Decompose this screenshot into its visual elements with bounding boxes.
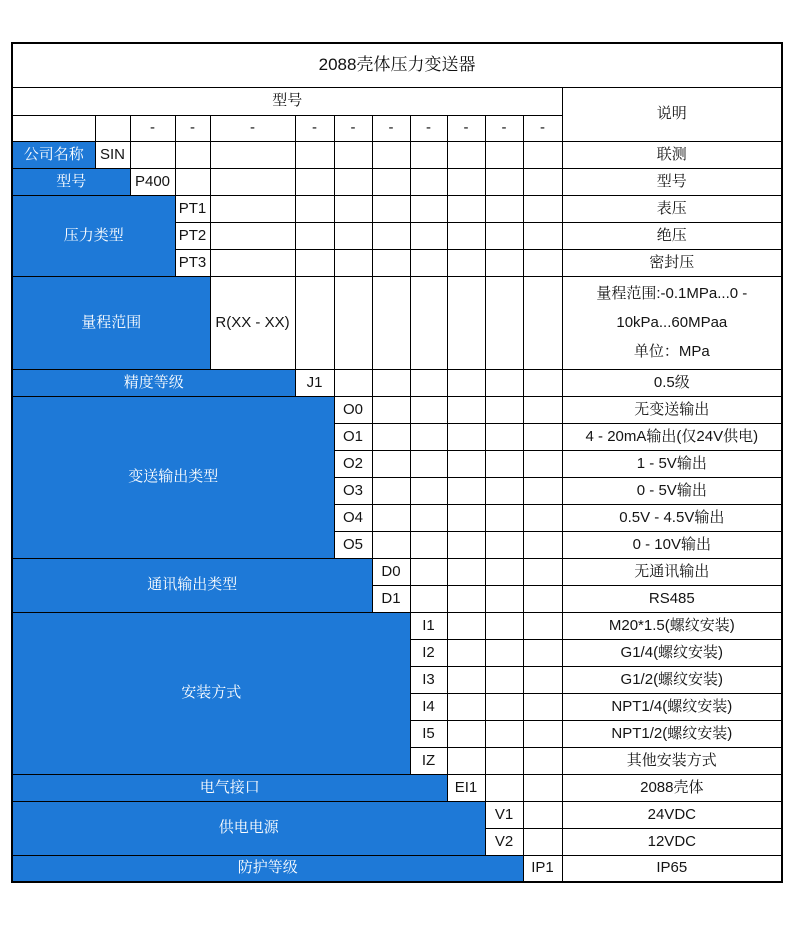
empty-cell <box>410 141 447 168</box>
code-cell: O0 <box>334 396 372 423</box>
empty-cell <box>372 195 410 222</box>
code-cell: I3 <box>410 666 447 693</box>
empty-cell <box>523 423 562 450</box>
empty-cell <box>447 477 485 504</box>
empty-cell <box>447 141 485 168</box>
empty-cell <box>410 276 447 369</box>
empty-cell <box>523 195 562 222</box>
table-row <box>12 195 782 222</box>
empty-cell <box>95 115 130 141</box>
empty-cell <box>12 115 95 141</box>
empty-cell <box>210 249 295 276</box>
empty-cell <box>485 450 523 477</box>
empty-cell <box>523 774 562 801</box>
empty-cell <box>410 195 447 222</box>
code-cell: EI1 <box>447 774 485 801</box>
separator-cell: - <box>130 115 175 141</box>
empty-cell <box>523 141 562 168</box>
code-cell: D0 <box>372 558 410 585</box>
empty-cell <box>447 612 485 639</box>
empty-cell <box>447 585 485 612</box>
desc-cell: 2088壳体 <box>562 774 782 801</box>
code-cell: V2 <box>485 828 523 855</box>
empty-cell <box>410 531 447 558</box>
empty-cell <box>410 222 447 249</box>
group-label-pressure-type: 压力类型 <box>12 195 175 276</box>
table-row <box>12 612 782 639</box>
empty-cell <box>447 423 485 450</box>
code-cell: O2 <box>334 450 372 477</box>
empty-cell <box>372 222 410 249</box>
desc-cell: RS485 <box>562 585 782 612</box>
code-cell: I4 <box>410 693 447 720</box>
empty-cell <box>485 558 523 585</box>
empty-cell <box>447 168 485 195</box>
group-label-installation: 安装方式 <box>12 612 410 774</box>
code-cell: O1 <box>334 423 372 450</box>
empty-cell <box>334 168 372 195</box>
desc-cell: 无通讯输出 <box>562 558 782 585</box>
desc-cell: G1/2(螺纹安装) <box>562 666 782 693</box>
group-label-comm-output: 通讯输出类型 <box>12 558 372 612</box>
empty-cell <box>410 504 447 531</box>
code-cell: O4 <box>334 504 372 531</box>
desc-cell: 绝压 <box>562 222 782 249</box>
empty-cell <box>447 222 485 249</box>
desc-cell: 密封压 <box>562 249 782 276</box>
range-desc-line: 量程范围:-0.1MPa...0 - <box>596 285 748 302</box>
empty-cell <box>372 141 410 168</box>
separator-cell: - <box>210 115 295 141</box>
group-label-power-supply: 供电电源 <box>12 801 485 855</box>
empty-cell <box>485 369 523 396</box>
table-row <box>12 855 782 882</box>
desc-cell: NPT1/2(螺纹安装) <box>562 720 782 747</box>
empty-cell <box>130 141 175 168</box>
empty-cell <box>334 195 372 222</box>
separator-cell: - <box>410 115 447 141</box>
code-cell: I5 <box>410 720 447 747</box>
empty-cell <box>485 531 523 558</box>
empty-cell <box>295 222 334 249</box>
desc-cell: 表压 <box>562 195 782 222</box>
code-cell: J1 <box>295 369 334 396</box>
empty-cell <box>410 477 447 504</box>
desc-cell: 0 - 10V输出 <box>562 531 782 558</box>
separator-cell: - <box>372 115 410 141</box>
empty-cell <box>447 249 485 276</box>
group-label-model: 型号 <box>12 168 130 195</box>
empty-cell <box>334 141 372 168</box>
desc-cell: G1/4(螺纹安装) <box>562 639 782 666</box>
empty-cell <box>372 249 410 276</box>
empty-cell <box>410 585 447 612</box>
code-cell: PT3 <box>175 249 210 276</box>
empty-cell <box>485 774 523 801</box>
empty-cell <box>175 141 210 168</box>
empty-cell <box>523 558 562 585</box>
empty-cell <box>410 396 447 423</box>
empty-cell <box>295 249 334 276</box>
desc-cell: 1 - 5V输出 <box>562 450 782 477</box>
separator-cell: - <box>334 115 372 141</box>
empty-cell <box>210 141 295 168</box>
empty-cell <box>447 693 485 720</box>
empty-cell <box>334 222 372 249</box>
header-row <box>12 87 782 115</box>
empty-cell <box>372 369 410 396</box>
range-desc-line: 单位：MPa <box>633 343 710 360</box>
code-cell: P400 <box>130 168 175 195</box>
desc-cell: NPT1/4(螺纹安装) <box>562 693 782 720</box>
code-cell: O5 <box>334 531 372 558</box>
empty-cell <box>485 693 523 720</box>
desc-cell: 0.5V - 4.5V输出 <box>562 504 782 531</box>
empty-cell <box>523 450 562 477</box>
empty-cell <box>523 222 562 249</box>
group-label-transmit-output: 变送输出类型 <box>12 396 334 558</box>
empty-cell <box>175 168 210 195</box>
empty-cell <box>523 612 562 639</box>
empty-cell <box>523 585 562 612</box>
separator-cell: - <box>447 115 485 141</box>
table-row <box>12 396 782 423</box>
empty-cell <box>447 195 485 222</box>
empty-cell <box>372 477 410 504</box>
separator-cell: - <box>295 115 334 141</box>
empty-cell <box>523 168 562 195</box>
empty-cell <box>295 141 334 168</box>
code-cell: V1 <box>485 801 523 828</box>
code-cell: SIN <box>95 141 130 168</box>
desc-cell: IP65 <box>562 855 782 882</box>
empty-cell <box>523 477 562 504</box>
empty-cell <box>523 828 562 855</box>
desc-cell <box>562 276 782 369</box>
empty-cell <box>210 222 295 249</box>
code-cell: D1 <box>372 585 410 612</box>
code-cell: O3 <box>334 477 372 504</box>
empty-cell <box>210 168 295 195</box>
empty-cell <box>485 504 523 531</box>
code-cell: PT1 <box>175 195 210 222</box>
desc-cell: 12VDC <box>562 828 782 855</box>
empty-cell <box>485 585 523 612</box>
empty-cell <box>334 249 372 276</box>
empty-cell <box>447 666 485 693</box>
code-cell: PT2 <box>175 222 210 249</box>
empty-cell <box>523 369 562 396</box>
empty-cell <box>410 423 447 450</box>
code-cell: I1 <box>410 612 447 639</box>
group-label-company: 公司名称 <box>12 141 95 168</box>
empty-cell <box>485 195 523 222</box>
empty-cell <box>447 720 485 747</box>
table-row <box>12 276 782 369</box>
code-cell: IZ <box>410 747 447 774</box>
empty-cell <box>410 558 447 585</box>
empty-cell <box>372 450 410 477</box>
desc-cell: 24VDC <box>562 801 782 828</box>
code-cell: I2 <box>410 639 447 666</box>
separator-cell: - <box>523 115 562 141</box>
table-row <box>12 801 782 828</box>
empty-cell <box>372 531 410 558</box>
empty-cell <box>523 720 562 747</box>
empty-cell <box>410 168 447 195</box>
empty-cell <box>523 693 562 720</box>
empty-cell <box>485 249 523 276</box>
empty-cell <box>485 222 523 249</box>
empty-cell <box>523 666 562 693</box>
empty-cell <box>485 747 523 774</box>
empty-cell <box>447 531 485 558</box>
empty-cell <box>485 477 523 504</box>
empty-cell <box>485 276 523 369</box>
desc-cell: 无变送输出 <box>562 396 782 423</box>
desc-cell: M20*1.5(螺纹安装) <box>562 612 782 639</box>
group-label-electrical-interface: 电气接口 <box>12 774 447 801</box>
table-row <box>12 774 782 801</box>
group-label-accuracy: 精度等级 <box>12 369 295 396</box>
group-label-range: 量程范围 <box>12 276 210 369</box>
empty-cell <box>334 369 372 396</box>
empty-cell <box>410 369 447 396</box>
empty-cell <box>447 450 485 477</box>
model-selection-table <box>11 42 783 883</box>
empty-cell <box>447 747 485 774</box>
code-cell: IP1 <box>523 855 562 882</box>
title-row <box>12 43 782 87</box>
empty-cell <box>447 276 485 369</box>
empty-cell <box>372 168 410 195</box>
empty-cell <box>410 450 447 477</box>
desc-cell: 0.5级 <box>562 369 782 396</box>
group-label-protection-grade: 防护等级 <box>12 855 523 882</box>
empty-cell <box>447 558 485 585</box>
empty-cell <box>485 168 523 195</box>
empty-cell <box>523 504 562 531</box>
empty-cell <box>485 612 523 639</box>
model-header: 型号 <box>12 87 562 115</box>
empty-cell <box>410 249 447 276</box>
table-row <box>12 168 782 195</box>
separator-cell: - <box>485 115 523 141</box>
empty-cell <box>295 195 334 222</box>
empty-cell <box>485 639 523 666</box>
empty-cell <box>210 195 295 222</box>
desc-cell: 其他安装方式 <box>562 747 782 774</box>
empty-cell <box>485 396 523 423</box>
table-row <box>12 369 782 396</box>
separator-cell: - <box>175 115 210 141</box>
empty-cell <box>485 141 523 168</box>
table-row <box>12 141 782 168</box>
empty-cell <box>372 396 410 423</box>
desc-cell: 联测 <box>562 141 782 168</box>
empty-cell <box>334 276 372 369</box>
empty-cell <box>447 639 485 666</box>
empty-cell <box>523 639 562 666</box>
empty-cell <box>447 369 485 396</box>
empty-cell <box>523 276 562 369</box>
empty-cell <box>295 276 334 369</box>
empty-cell <box>295 168 334 195</box>
empty-cell <box>372 504 410 531</box>
empty-cell <box>523 396 562 423</box>
page-title: 2088壳体压力变送器 <box>12 43 782 87</box>
empty-cell <box>485 720 523 747</box>
empty-cell <box>447 504 485 531</box>
desc-cell: 0 - 5V输出 <box>562 477 782 504</box>
empty-cell <box>372 423 410 450</box>
empty-cell <box>523 801 562 828</box>
table-row <box>12 558 782 585</box>
empty-cell <box>523 249 562 276</box>
range-desc-line: 10kPa...60MPaa <box>616 314 728 331</box>
description-header: 说明 <box>562 87 782 141</box>
desc-cell: 4 - 20mA输出(仅24V供电) <box>562 423 782 450</box>
empty-cell <box>485 666 523 693</box>
empty-cell <box>523 531 562 558</box>
empty-cell <box>523 747 562 774</box>
desc-cell: 型号 <box>562 168 782 195</box>
empty-cell <box>372 276 410 369</box>
empty-cell <box>485 423 523 450</box>
code-cell: R(XX - XX) <box>210 276 295 369</box>
empty-cell <box>447 396 485 423</box>
